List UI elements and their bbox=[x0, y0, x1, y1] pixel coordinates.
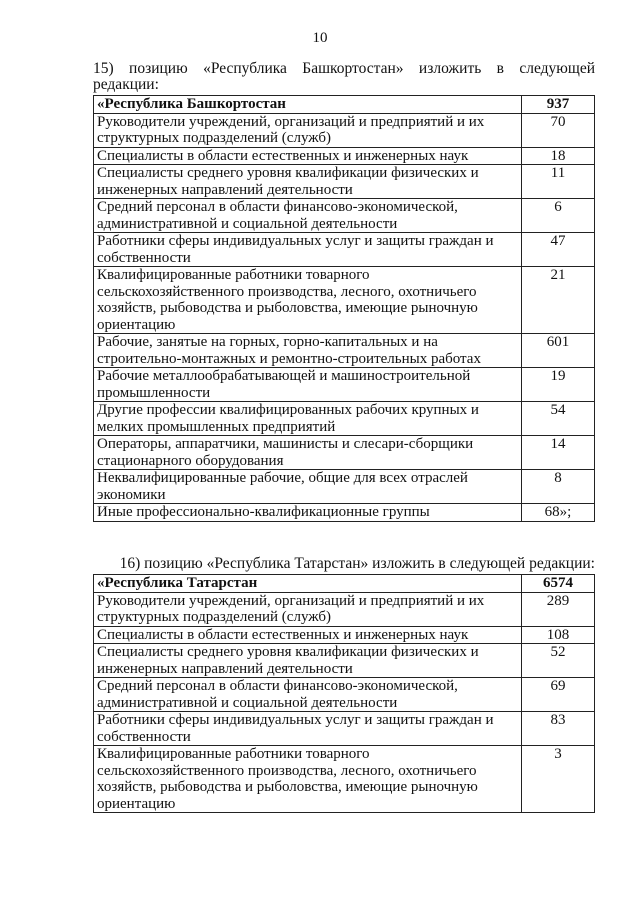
row-value: 11 bbox=[522, 165, 595, 199]
row-value: 52 bbox=[522, 644, 595, 678]
table-row bbox=[94, 626, 595, 644]
section-15-intro: 15) позицию «Республика Башкортостан» изложить в следующей bbox=[93, 60, 595, 77]
table-row bbox=[94, 233, 595, 267]
row-value: 6 bbox=[522, 199, 595, 233]
region-title: «Республика Татарстан bbox=[94, 575, 522, 593]
section-15-intro-cont: редакции: bbox=[93, 76, 159, 93]
table-row bbox=[94, 147, 595, 165]
row-label: Неквалифицированные рабочие, общие для всех отраслей экономики bbox=[94, 470, 522, 504]
table-row bbox=[94, 368, 595, 402]
row-value: 18 bbox=[522, 147, 595, 165]
table-row bbox=[94, 402, 595, 436]
row-value: 21 bbox=[522, 267, 595, 334]
row-label: Другие профессии квалифицированных рабочих крупных и мелких промышленных предприятий bbox=[94, 402, 522, 436]
row-value: 47 bbox=[522, 233, 595, 267]
table-row bbox=[94, 678, 595, 712]
row-value: 289 bbox=[522, 592, 595, 626]
table-header-row bbox=[94, 575, 595, 593]
table-row bbox=[94, 746, 595, 813]
table-row bbox=[94, 470, 595, 504]
row-value: 70 bbox=[522, 113, 595, 147]
row-label: Операторы, аппаратчики, машинисты и слесари-сборщики стационарного оборудования bbox=[94, 436, 522, 470]
row-label: Квалифицированные работники товарного сельскохозяйственного производства, лесного, охотничьего хозяйств, рыбоводства и рыболовства, имеющие рыночную ориентацию bbox=[94, 746, 522, 813]
row-value: 3 bbox=[522, 746, 595, 813]
region-title: «Республика Башкортостан bbox=[94, 96, 522, 114]
row-value: 601 bbox=[522, 334, 595, 368]
row-value: 8 bbox=[522, 470, 595, 504]
table-row bbox=[94, 592, 595, 626]
table-header-row bbox=[94, 96, 595, 114]
table-row bbox=[94, 267, 595, 334]
table-row bbox=[94, 113, 595, 147]
row-label: Специалисты в области естественных и инженерных наук bbox=[94, 147, 522, 165]
row-label: Рабочие металлообрабатывающей и машиностроительной промышленности bbox=[94, 368, 522, 402]
row-value: 108 bbox=[522, 626, 595, 644]
row-value: 68»; bbox=[522, 504, 595, 522]
row-label: Руководители учреждений, организаций и предприятий и их структурных подразделений (служб) bbox=[94, 592, 522, 626]
row-label: Специалисты среднего уровня квалификации физических и инженерных направлений деятельности bbox=[94, 644, 522, 678]
section-16-intro: 16) позицию «Республика Татарстан» изложить в следующей редакции: bbox=[119, 555, 595, 572]
row-label: Работники сферы индивидуальных услуг и защиты граждан и собственности bbox=[94, 233, 522, 267]
row-label: Квалифицированные работники товарного сельскохозяйственного производства, лесного, охотничьего хозяйств, рыбоводства и рыболовства, имеющие рыночную ориентацию bbox=[94, 267, 522, 334]
table-row bbox=[94, 504, 595, 522]
row-label: Руководители учреждений, организаций и предприятий и их структурных подразделений (служб) bbox=[94, 113, 522, 147]
row-label: Средний персонал в области финансово-экономической, административной и социальной деятельности bbox=[94, 678, 522, 712]
table-row bbox=[94, 334, 595, 368]
table-row bbox=[94, 644, 595, 678]
region-total: 6574 bbox=[522, 575, 595, 593]
bashkortostan-table bbox=[93, 95, 595, 522]
row-label: Работники сферы индивидуальных услуг и защиты граждан и собственности bbox=[94, 712, 522, 746]
row-value: 14 bbox=[522, 436, 595, 470]
tatarstan-table bbox=[93, 574, 595, 813]
row-label: Иные профессионально-квалификационные группы bbox=[94, 504, 522, 522]
row-value: 19 bbox=[522, 368, 595, 402]
page-number: 10 bbox=[312, 30, 328, 46]
row-value: 54 bbox=[522, 402, 595, 436]
row-label: Специалисты среднего уровня квалификации физических и инженерных направлений деятельности bbox=[94, 165, 522, 199]
row-value: 83 bbox=[522, 712, 595, 746]
table-row bbox=[94, 199, 595, 233]
row-label: Средний персонал в области финансово-экономической, административной и социальной деятельности bbox=[94, 199, 522, 233]
region-total: 937 bbox=[522, 96, 595, 114]
table-row bbox=[94, 712, 595, 746]
row-value: 69 bbox=[522, 678, 595, 712]
row-label: Специалисты в области естественных и инженерных наук bbox=[94, 626, 522, 644]
row-label: Рабочие, занятые на горных, горно-капитальных и на строительно-монтажных и ремонтно-строительных работах bbox=[94, 334, 522, 368]
table-row bbox=[94, 436, 595, 470]
table-row bbox=[94, 165, 595, 199]
